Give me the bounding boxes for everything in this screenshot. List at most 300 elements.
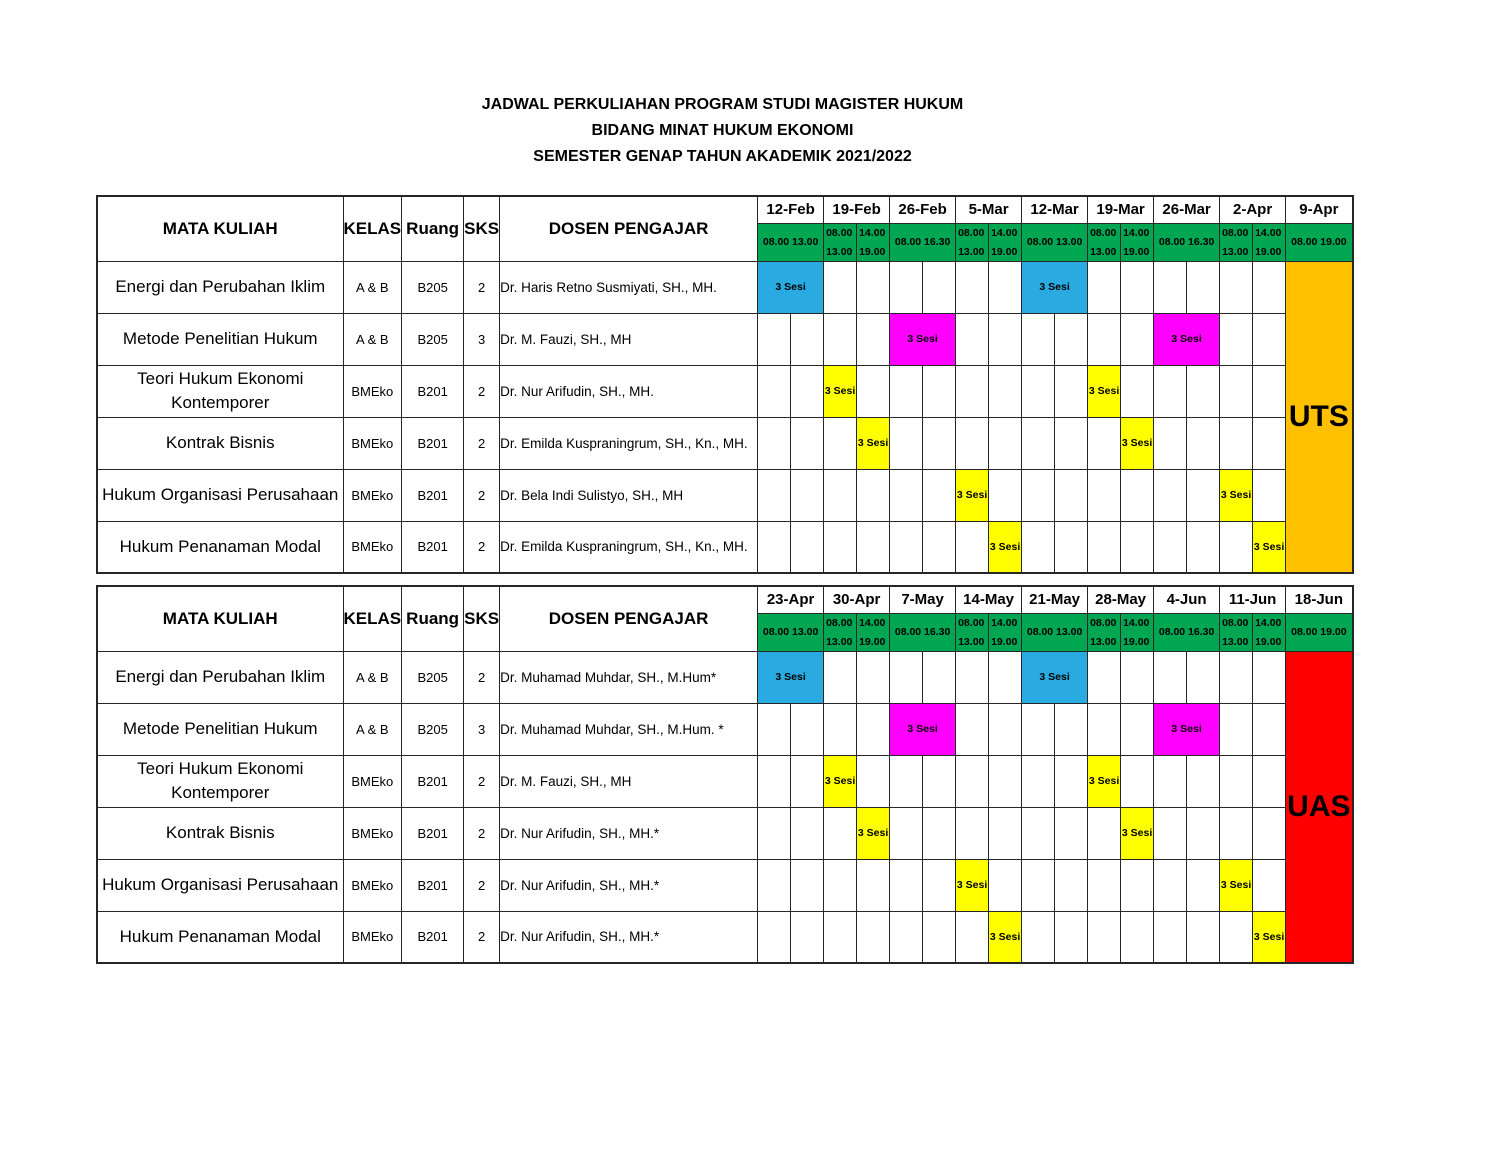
empty-slot [956, 521, 989, 573]
empty-slot [1088, 313, 1121, 365]
empty-slot [1253, 755, 1286, 807]
empty-slot [1121, 313, 1154, 365]
lecturer-cell: Dr. Emilda Kuspraningrum, SH., Kn., MH. [500, 417, 758, 469]
column-header-kelas: KELAS [343, 586, 402, 651]
page-title: JADWAL PERKULIAHAN PROGRAM STUDI MAGISTER HUKUM [481, 96, 964, 113]
lecturer-cell: Dr. Bela Indi Sulistyo, SH., MH [500, 469, 758, 521]
empty-slot [824, 807, 857, 859]
empty-slot [1187, 911, 1220, 963]
session-cell: 3 Sesi [857, 417, 890, 469]
empty-slot [923, 417, 956, 469]
empty-slot [1121, 365, 1154, 417]
empty-slot [989, 755, 1022, 807]
room-cell: B201 [402, 469, 464, 521]
session-cell: 3 Sesi [1088, 365, 1121, 417]
empty-slot [1187, 651, 1220, 703]
time-end: 19.00 [991, 245, 1018, 258]
page-subtitle-semester: SEMESTER GENAP TAHUN AKADEMIK 2021/2022 [533, 148, 912, 165]
time-start: 08.00 [1222, 616, 1249, 629]
empty-slot [1022, 755, 1055, 807]
table-row [97, 521, 1353, 573]
time-start: 14.00 [1255, 616, 1282, 629]
date-header: 28-May [1088, 586, 1154, 613]
empty-slot [1121, 755, 1154, 807]
uas-exam-cell: UAS [1286, 651, 1353, 963]
table-row [97, 911, 1353, 963]
empty-slot [758, 313, 791, 365]
empty-slot [1220, 521, 1253, 573]
empty-slot [1055, 703, 1088, 755]
class-cell: A & B [343, 651, 402, 703]
empty-slot [1088, 859, 1121, 911]
session-cell: 3 Sesi [824, 365, 857, 417]
course-cell: Hukum Penanaman Modal [97, 911, 343, 963]
course-cell: Hukum Organisasi Perusahaan [97, 859, 343, 911]
time-header: 08.00 19.00 [1286, 223, 1353, 261]
time-start: 14.00 [859, 226, 886, 239]
empty-slot [824, 911, 857, 963]
empty-slot [1154, 365, 1187, 417]
time-header [857, 223, 890, 261]
empty-slot [824, 417, 857, 469]
time-header [956, 613, 989, 651]
lecturer-cell: Dr. Nur Arifudin, SH., MH.* [500, 859, 758, 911]
lecturer-cell: Dr. M. Fauzi, SH., MH [500, 313, 758, 365]
time-end: 13.00 [1222, 245, 1249, 258]
empty-slot [758, 703, 791, 755]
empty-slot [989, 859, 1022, 911]
date-header: 12-Mar [1022, 196, 1088, 223]
time-end: 13.00 [1222, 635, 1249, 648]
empty-slot [1220, 807, 1253, 859]
time-start: 14.00 [991, 226, 1018, 239]
time-start: 14.00 [859, 616, 886, 629]
empty-slot [791, 807, 824, 859]
empty-slot [890, 859, 923, 911]
course-cell: Metode Penelitian Hukum [97, 313, 343, 365]
empty-slot [956, 365, 989, 417]
empty-slot [890, 911, 923, 963]
lecturer-cell: Dr. Nur Arifudin, SH., MH.* [500, 911, 758, 963]
date-header: 30-Apr [824, 586, 890, 613]
empty-slot [824, 703, 857, 755]
time-header [1220, 223, 1253, 261]
session-cell: 3 Sesi [1154, 313, 1220, 365]
empty-slot [1253, 313, 1286, 365]
empty-slot [791, 755, 824, 807]
empty-slot [989, 417, 1022, 469]
empty-slot [1187, 261, 1220, 313]
date-header: 4-Jun [1154, 586, 1220, 613]
empty-slot [1154, 807, 1187, 859]
empty-slot [1154, 417, 1187, 469]
empty-slot [1088, 703, 1121, 755]
empty-slot [1220, 365, 1253, 417]
date-header: 21-May [1022, 586, 1088, 613]
sks-cell: 2 [464, 755, 500, 807]
time-end: 13.00 [1090, 245, 1117, 258]
session-cell: 3 Sesi [989, 911, 1022, 963]
course-cell: Teori Hukum Ekonomi Kontemporer [97, 755, 343, 807]
empty-slot [857, 911, 890, 963]
session-cell: 3 Sesi [890, 313, 956, 365]
empty-slot [890, 365, 923, 417]
date-header: 23-Apr [758, 586, 824, 613]
date-header: 19-Mar [1088, 196, 1154, 223]
session-cell: 3 Sesi [758, 261, 824, 313]
empty-slot [1154, 521, 1187, 573]
empty-slot [1253, 261, 1286, 313]
empty-slot [1253, 651, 1286, 703]
empty-slot [956, 417, 989, 469]
time-start: 08.00 [1090, 226, 1117, 239]
empty-slot [1220, 703, 1253, 755]
empty-slot [857, 703, 890, 755]
time-header [1121, 223, 1154, 261]
time-header [956, 223, 989, 261]
empty-slot [890, 651, 923, 703]
time-end: 19.00 [1255, 635, 1282, 648]
time-header [824, 223, 857, 261]
session-cell: 3 Sesi [1121, 417, 1154, 469]
empty-slot [1253, 703, 1286, 755]
empty-slot [1088, 261, 1121, 313]
empty-slot [989, 313, 1022, 365]
empty-slot [791, 417, 824, 469]
empty-slot [1220, 651, 1253, 703]
empty-slot [824, 469, 857, 521]
time-end: 13.00 [1090, 635, 1117, 648]
sks-cell: 2 [464, 859, 500, 911]
empty-slot [824, 261, 857, 313]
time-header [989, 613, 1022, 651]
date-header: 7-May [890, 586, 956, 613]
empty-slot [1088, 807, 1121, 859]
schedule-table-first-half [96, 195, 1354, 574]
sks-cell: 2 [464, 469, 500, 521]
sks-cell: 2 [464, 417, 500, 469]
empty-slot [1022, 521, 1055, 573]
session-cell: 3 Sesi [989, 521, 1022, 573]
time-end: 13.00 [958, 245, 985, 258]
empty-slot [1187, 755, 1220, 807]
empty-slot [956, 807, 989, 859]
table-row [97, 417, 1353, 469]
empty-slot [857, 521, 890, 573]
room-cell: B205 [402, 261, 464, 313]
empty-slot [1253, 365, 1286, 417]
time-end: 19.00 [1255, 245, 1282, 258]
empty-slot [1055, 521, 1088, 573]
empty-slot [1088, 651, 1121, 703]
course-cell: Teori Hukum Ekonomi Kontemporer [97, 365, 343, 417]
empty-slot [857, 365, 890, 417]
empty-slot [989, 469, 1022, 521]
empty-slot [824, 859, 857, 911]
sks-cell: 3 [464, 703, 500, 755]
time-header: 08.00 13.00 [1022, 613, 1088, 651]
session-cell: 3 Sesi [1121, 807, 1154, 859]
empty-slot [1022, 703, 1055, 755]
empty-slot [956, 755, 989, 807]
empty-slot [923, 365, 956, 417]
room-cell: B205 [402, 313, 464, 365]
empty-slot [956, 651, 989, 703]
empty-slot [1088, 911, 1121, 963]
empty-slot [1022, 859, 1055, 911]
empty-slot [1022, 313, 1055, 365]
time-start: 14.00 [1123, 616, 1150, 629]
column-header-dosen: DOSEN PENGAJAR [500, 196, 758, 261]
empty-slot [1253, 469, 1286, 521]
empty-slot [923, 807, 956, 859]
date-header: 26-Feb [890, 196, 956, 223]
empty-slot [1022, 417, 1055, 469]
table-row [97, 703, 1353, 755]
room-cell: B205 [402, 703, 464, 755]
session-cell: 3 Sesi [758, 651, 824, 703]
empty-slot [956, 261, 989, 313]
time-header: 08.00 16.30 [1154, 223, 1220, 261]
session-cell: 3 Sesi [956, 859, 989, 911]
empty-slot [1154, 859, 1187, 911]
empty-slot [758, 469, 791, 521]
time-header: 08.00 16.30 [890, 223, 956, 261]
empty-slot [758, 807, 791, 859]
empty-slot [1088, 469, 1121, 521]
course-cell: Energi dan Perubahan Iklim [97, 261, 343, 313]
course-cell: Hukum Organisasi Perusahaan [97, 469, 343, 521]
time-header [824, 613, 857, 651]
time-start: 14.00 [991, 616, 1018, 629]
empty-slot [857, 313, 890, 365]
empty-slot [791, 703, 824, 755]
empty-slot [791, 911, 824, 963]
date-header: 26-Mar [1154, 196, 1220, 223]
uts-exam-cell: UTS [1286, 261, 1353, 573]
class-cell: BMEko [343, 521, 402, 573]
empty-slot [1055, 365, 1088, 417]
date-header: 14-May [956, 586, 1022, 613]
course-cell: Metode Penelitian Hukum [97, 703, 343, 755]
date-header: 5-Mar [956, 196, 1022, 223]
session-cell: 3 Sesi [1253, 521, 1286, 573]
empty-slot [791, 521, 824, 573]
time-start: 08.00 [958, 226, 985, 239]
empty-slot [1253, 859, 1286, 911]
time-end: 19.00 [991, 635, 1018, 648]
empty-slot [1253, 807, 1286, 859]
empty-slot [1055, 417, 1088, 469]
lecturer-cell: Dr. Muhamad Muhdar, SH., M.Hum* [500, 651, 758, 703]
empty-slot [923, 261, 956, 313]
empty-slot [1220, 911, 1253, 963]
schedule-table-second-half [96, 585, 1354, 964]
session-cell: 3 Sesi [956, 469, 989, 521]
empty-slot [1187, 521, 1220, 573]
empty-slot [989, 703, 1022, 755]
empty-slot [923, 911, 956, 963]
empty-slot [989, 651, 1022, 703]
time-header: 08.00 16.30 [890, 613, 956, 651]
sks-cell: 3 [464, 313, 500, 365]
time-end: 13.00 [826, 245, 853, 258]
empty-slot [1022, 911, 1055, 963]
empty-slot [791, 469, 824, 521]
time-header: 08.00 19.00 [1286, 613, 1353, 651]
class-cell: BMEko [343, 417, 402, 469]
date-header: 18-Jun [1286, 586, 1353, 613]
empty-slot [824, 521, 857, 573]
empty-slot [1187, 365, 1220, 417]
empty-slot [1154, 911, 1187, 963]
date-header: 2-Apr [1220, 196, 1286, 223]
room-cell: B201 [402, 365, 464, 417]
time-start: 08.00 [958, 616, 985, 629]
empty-slot [1187, 417, 1220, 469]
empty-slot [1055, 469, 1088, 521]
class-cell: BMEko [343, 755, 402, 807]
time-header [989, 223, 1022, 261]
room-cell: B201 [402, 521, 464, 573]
date-header: 12-Feb [758, 196, 824, 223]
empty-slot [923, 651, 956, 703]
empty-slot [758, 365, 791, 417]
empty-slot [1055, 807, 1088, 859]
session-cell: 3 Sesi [824, 755, 857, 807]
time-header [1121, 613, 1154, 651]
time-header [1253, 613, 1286, 651]
empty-slot [758, 911, 791, 963]
column-header-sks: SKS [464, 586, 500, 651]
column-header-dosen: DOSEN PENGAJAR [500, 586, 758, 651]
sks-cell: 2 [464, 521, 500, 573]
table-row [97, 261, 1353, 313]
class-cell: BMEko [343, 469, 402, 521]
empty-slot [956, 911, 989, 963]
empty-slot [1121, 703, 1154, 755]
time-header: 08.00 13.00 [758, 223, 824, 261]
time-end: 19.00 [859, 245, 886, 258]
empty-slot [857, 469, 890, 521]
empty-slot [1154, 651, 1187, 703]
room-cell: B201 [402, 911, 464, 963]
room-cell: B201 [402, 417, 464, 469]
empty-slot [791, 365, 824, 417]
table-row [97, 365, 1353, 417]
time-header [1220, 613, 1253, 651]
course-cell: Hukum Penanaman Modal [97, 521, 343, 573]
column-header-ruang: Ruang [402, 586, 464, 651]
date-header: 9-Apr [1286, 196, 1353, 223]
empty-slot [989, 365, 1022, 417]
column-header-ruang: Ruang [402, 196, 464, 261]
column-header-mata-kuliah: MATA KULIAH [97, 196, 343, 261]
empty-slot [1154, 469, 1187, 521]
time-start: 08.00 [826, 616, 853, 629]
empty-slot [923, 859, 956, 911]
empty-slot [758, 521, 791, 573]
empty-slot [1121, 859, 1154, 911]
empty-slot [758, 755, 791, 807]
empty-slot [1154, 261, 1187, 313]
empty-slot [923, 755, 956, 807]
class-cell: A & B [343, 261, 402, 313]
title-block [96, 92, 1349, 170]
empty-slot [1088, 417, 1121, 469]
empty-slot [1055, 859, 1088, 911]
table-row [97, 313, 1353, 365]
session-cell: 3 Sesi [1088, 755, 1121, 807]
empty-slot [1055, 313, 1088, 365]
empty-slot [1220, 417, 1253, 469]
session-cell: 3 Sesi [890, 703, 956, 755]
lecturer-cell: Dr. Emilda Kuspraningrum, SH., Kn., MH. [500, 521, 758, 573]
empty-slot [824, 313, 857, 365]
empty-slot [1121, 911, 1154, 963]
time-end: 13.00 [958, 635, 985, 648]
empty-slot [857, 755, 890, 807]
session-cell: 3 Sesi [1220, 859, 1253, 911]
time-end: 19.00 [1123, 245, 1150, 258]
empty-slot [890, 417, 923, 469]
empty-slot [1121, 651, 1154, 703]
time-header [1088, 223, 1121, 261]
empty-slot [1220, 755, 1253, 807]
empty-slot [1187, 807, 1220, 859]
table-row [97, 651, 1353, 703]
session-cell: 3 Sesi [1154, 703, 1220, 755]
empty-slot [1187, 859, 1220, 911]
empty-slot [1121, 261, 1154, 313]
empty-slot [1055, 755, 1088, 807]
table-row [97, 859, 1353, 911]
empty-slot [989, 261, 1022, 313]
empty-slot [956, 703, 989, 755]
date-header: 11-Jun [1220, 586, 1286, 613]
empty-slot [923, 521, 956, 573]
session-cell: 3 Sesi [1022, 651, 1088, 703]
sks-cell: 2 [464, 651, 500, 703]
column-header-sks: SKS [464, 196, 500, 261]
lecturer-cell: Dr. Muhamad Muhdar, SH., M.Hum. * [500, 703, 758, 755]
empty-slot [791, 859, 824, 911]
empty-slot [1022, 807, 1055, 859]
empty-slot [923, 469, 956, 521]
lecturer-cell: Dr. Haris Retno Susmiyati, SH., MH. [500, 261, 758, 313]
date-header: 19-Feb [824, 196, 890, 223]
empty-slot [1187, 469, 1220, 521]
class-cell: BMEko [343, 859, 402, 911]
class-cell: BMEko [343, 807, 402, 859]
empty-slot [1055, 911, 1088, 963]
empty-slot [1088, 521, 1121, 573]
lecturer-cell: Dr. Nur Arifudin, SH., MH. [500, 365, 758, 417]
column-header-kelas: KELAS [343, 196, 402, 261]
empty-slot [791, 313, 824, 365]
course-cell: Kontrak Bisnis [97, 417, 343, 469]
time-header: 08.00 13.00 [758, 613, 824, 651]
empty-slot [1220, 313, 1253, 365]
table-row [97, 755, 1353, 807]
empty-slot [857, 859, 890, 911]
time-header [857, 613, 890, 651]
empty-slot [1253, 417, 1286, 469]
class-cell: A & B [343, 313, 402, 365]
time-end: 19.00 [1123, 635, 1150, 648]
time-start: 08.00 [1222, 226, 1249, 239]
empty-slot [1154, 755, 1187, 807]
